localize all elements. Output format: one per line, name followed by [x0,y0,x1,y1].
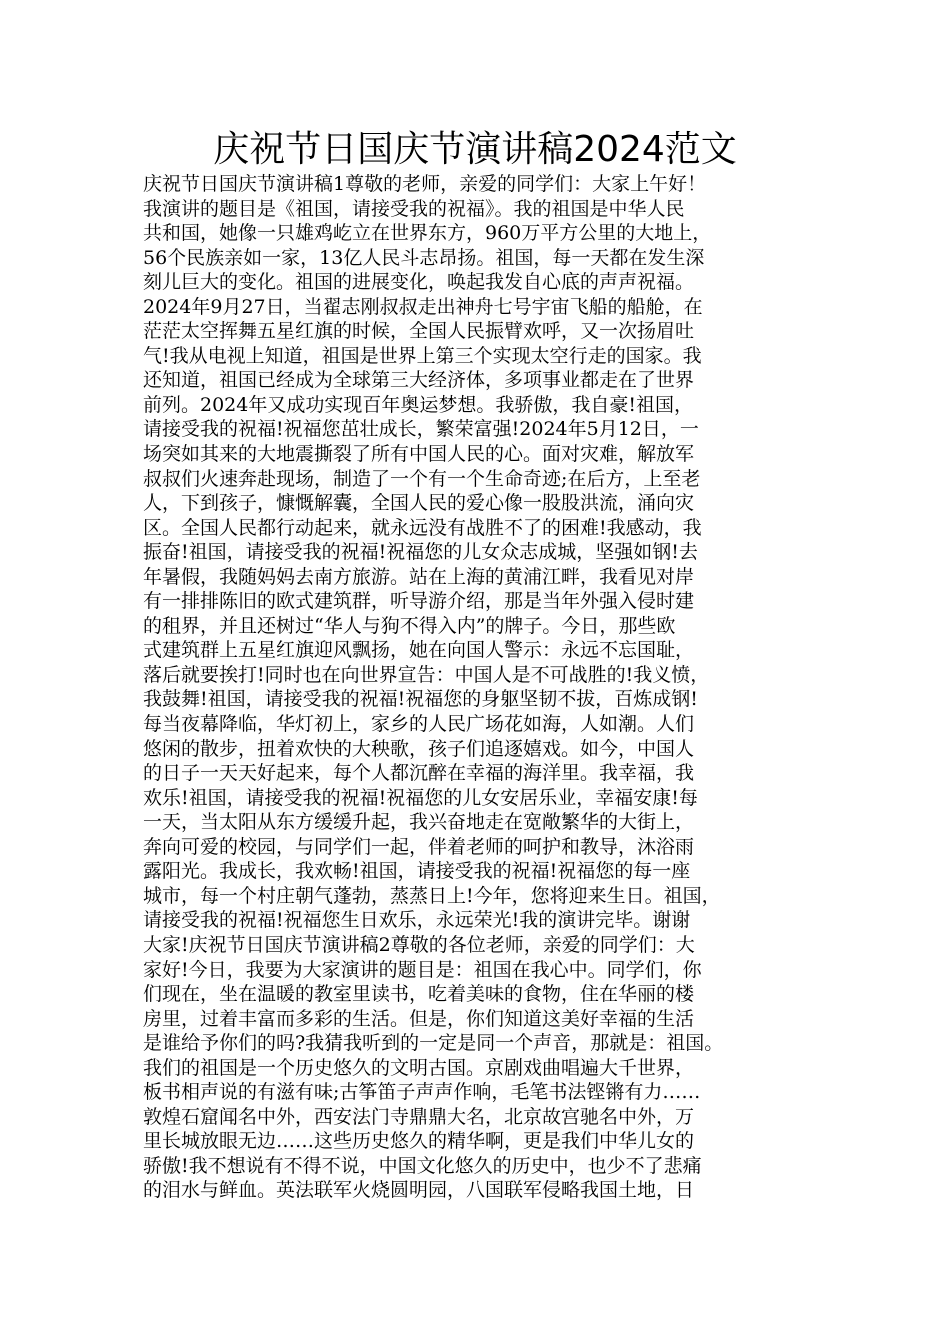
text-line: 年暑假，我随妈妈去南方旅游。站在上海的黄浦江畔，我看见对岸 [143,565,695,588]
text-line: 我鼓舞!祖国，请接受我的祝福!祝福您的身躯坚韧不拔，百炼成钢! [143,688,698,711]
text-line: 请接受我的祝福!祝福您生日欢乐，永远荣光!我的演讲完毕。谢谢 [143,909,691,932]
text-line: 骄傲!我不想说有不得不说，中国文化悠久的历史中，也少不了悲痛 [143,1154,702,1177]
text-line: 场突如其来的大地震撕裂了所有中国人民的心。面对灾难，解放军 [143,443,695,466]
document-body [143,172,823,1203]
text-line: 共和国，她像一只雄鸡屹立在世界东方，960万平方公里的大地上， [143,222,712,245]
text-line: 的租界，并且还树过“华人与狗不得入内”的牌子。今日，那些欧 [143,614,676,637]
text-line: 露阳光。我成长，我欢畅!祖国，请接受我的祝福!祝福您的每一座 [143,860,691,883]
text-line: 家好!今日，我要为大家演讲的题目是：祖国在我心中。同学们，你 [143,958,702,981]
document-title: 庆祝节日国庆节演讲稿2024范文 [213,129,737,170]
text-line: 敦煌石窟闻名中外，西安法门寺鼎鼎大名，北京故宫驰名中外，万 [143,1105,695,1128]
text-line: 气!我从电视上知道，祖国是世界上第三个实现太空行走的国家。我 [143,344,702,367]
text-line: 振奋!祖国，请接受我的祝福!祝福您的儿女众志成城，坚强如钢!去 [143,541,698,564]
text-line: 奔向可爱的校园，与同学们一起，伴着老师的呵护和教导，沐浴雨 [143,835,695,858]
text-line: 欢乐!祖国，请接受我的祝福!祝福您的儿女安居乐业，幸福安康!每 [143,786,698,809]
text-line: 人，下到孩子，慷慨解囊，全国人民的爱心像一股股洪流，涌向灾 [143,492,695,515]
text-line: 房里，过着丰富而多彩的生活。但是，你们知道这美好幸福的生活 [143,1007,695,1030]
text-line: 区。全国人民都行动起来，就永远没有战胜不了的困难!我感动，我 [143,516,702,539]
text-line: 刻儿巨大的变化。祖国的进展变化，唤起我发自心底的声声祝福。 [143,271,695,294]
text-line: 悠闲的散步，扭着欢快的大秧歌，孩子们追逐嬉戏。如今，中国人 [143,737,695,760]
text-line: 前列。2024年又成功实现百年奥运梦想。我骄傲，我自豪!祖国， [143,393,693,416]
text-line: 一天，当太阳从东方缓缓升起，我兴奋地走在宽敞繁华的大街上， [143,811,695,834]
text-line: 落后就要挨打!同时也在向世界宣告：中国人是不可战胜的!我义愤， [143,663,710,686]
text-line: 城市，每一个村庄朝气蓬勃，蒸蒸日上!今年，您将迎来生日。祖国， [143,884,721,907]
text-line: 请接受我的祝福!祝福您茁壮成长，繁荣富强!2024年5月12日，一 [143,418,699,441]
text-line: 的泪水与鲜血。英法联军火烧圆明园，八国联军侵略我国土地，日 [143,1179,695,1202]
text-line: 我们的祖国是一个历史悠久的文明古国。京剧戏曲唱遍大千世界， [143,1056,695,1079]
text-line: 里长城放眼无边……这些历史悠久的精华啊，更是我们中华儿女的 [143,1130,695,1153]
text-line: 56个民族亲如一家，13亿人民斗志昂扬。祖国，每一天都在发生深 [143,246,705,269]
text-line: 庆祝节日国庆节演讲稿1尊敬的老师，亲爱的同学们：大家上午好！ [143,173,707,195]
text-line: 叔叔们火速奔赴现场，制造了一个有一个生命奇迹;在后方，上至老 [143,467,701,490]
text-line: 板书相声说的有滋有味;古筝笛子声声作响，毛笔书法铿锵有力…… [143,1081,701,1104]
text-line: 们现在，坐在温暖的教室里读书，吃着美味的食物，住在华丽的楼 [143,983,695,1006]
text-line: 2024年9月27日，当翟志刚叔叔走出神舟七号宇宙飞船的船舱，在 [143,295,703,318]
text-line: 我演讲的题目是《祖国，请接受我的祝福》。我的祖国是中华人民 [143,197,685,220]
text-line: 的日子一天天好起来，每个人都沉醉在幸福的海洋里。我幸福，我 [143,762,695,785]
text-line: 茫茫太空挥舞五星红旗的时候，全国人民振臂欢呼，又一次扬眉吐 [143,320,695,343]
text-line: 是谁给予你们的吗?我猜我听到的一定是同一个声音，那就是：祖国。 [143,1032,724,1055]
text-line: 有一排排陈旧的欧式建筑群，听导游介绍，那是当年外强入侵时建 [143,590,695,613]
text-line: 式建筑群上五星红旗迎风飘扬，她在向国人警示：永远不忘国耻， [143,639,695,662]
text-line: 大家!庆祝节日国庆节演讲稿2尊敬的各位老师，亲爱的同学们：大 [143,933,695,956]
text-line: 每当夜幕降临，华灯初上，家乡的人民广场花如海，人如潮。人们 [143,713,695,736]
text-line: 还知道，祖国已经成为全球第三大经济体，多项事业都走在了世界 [143,369,695,392]
